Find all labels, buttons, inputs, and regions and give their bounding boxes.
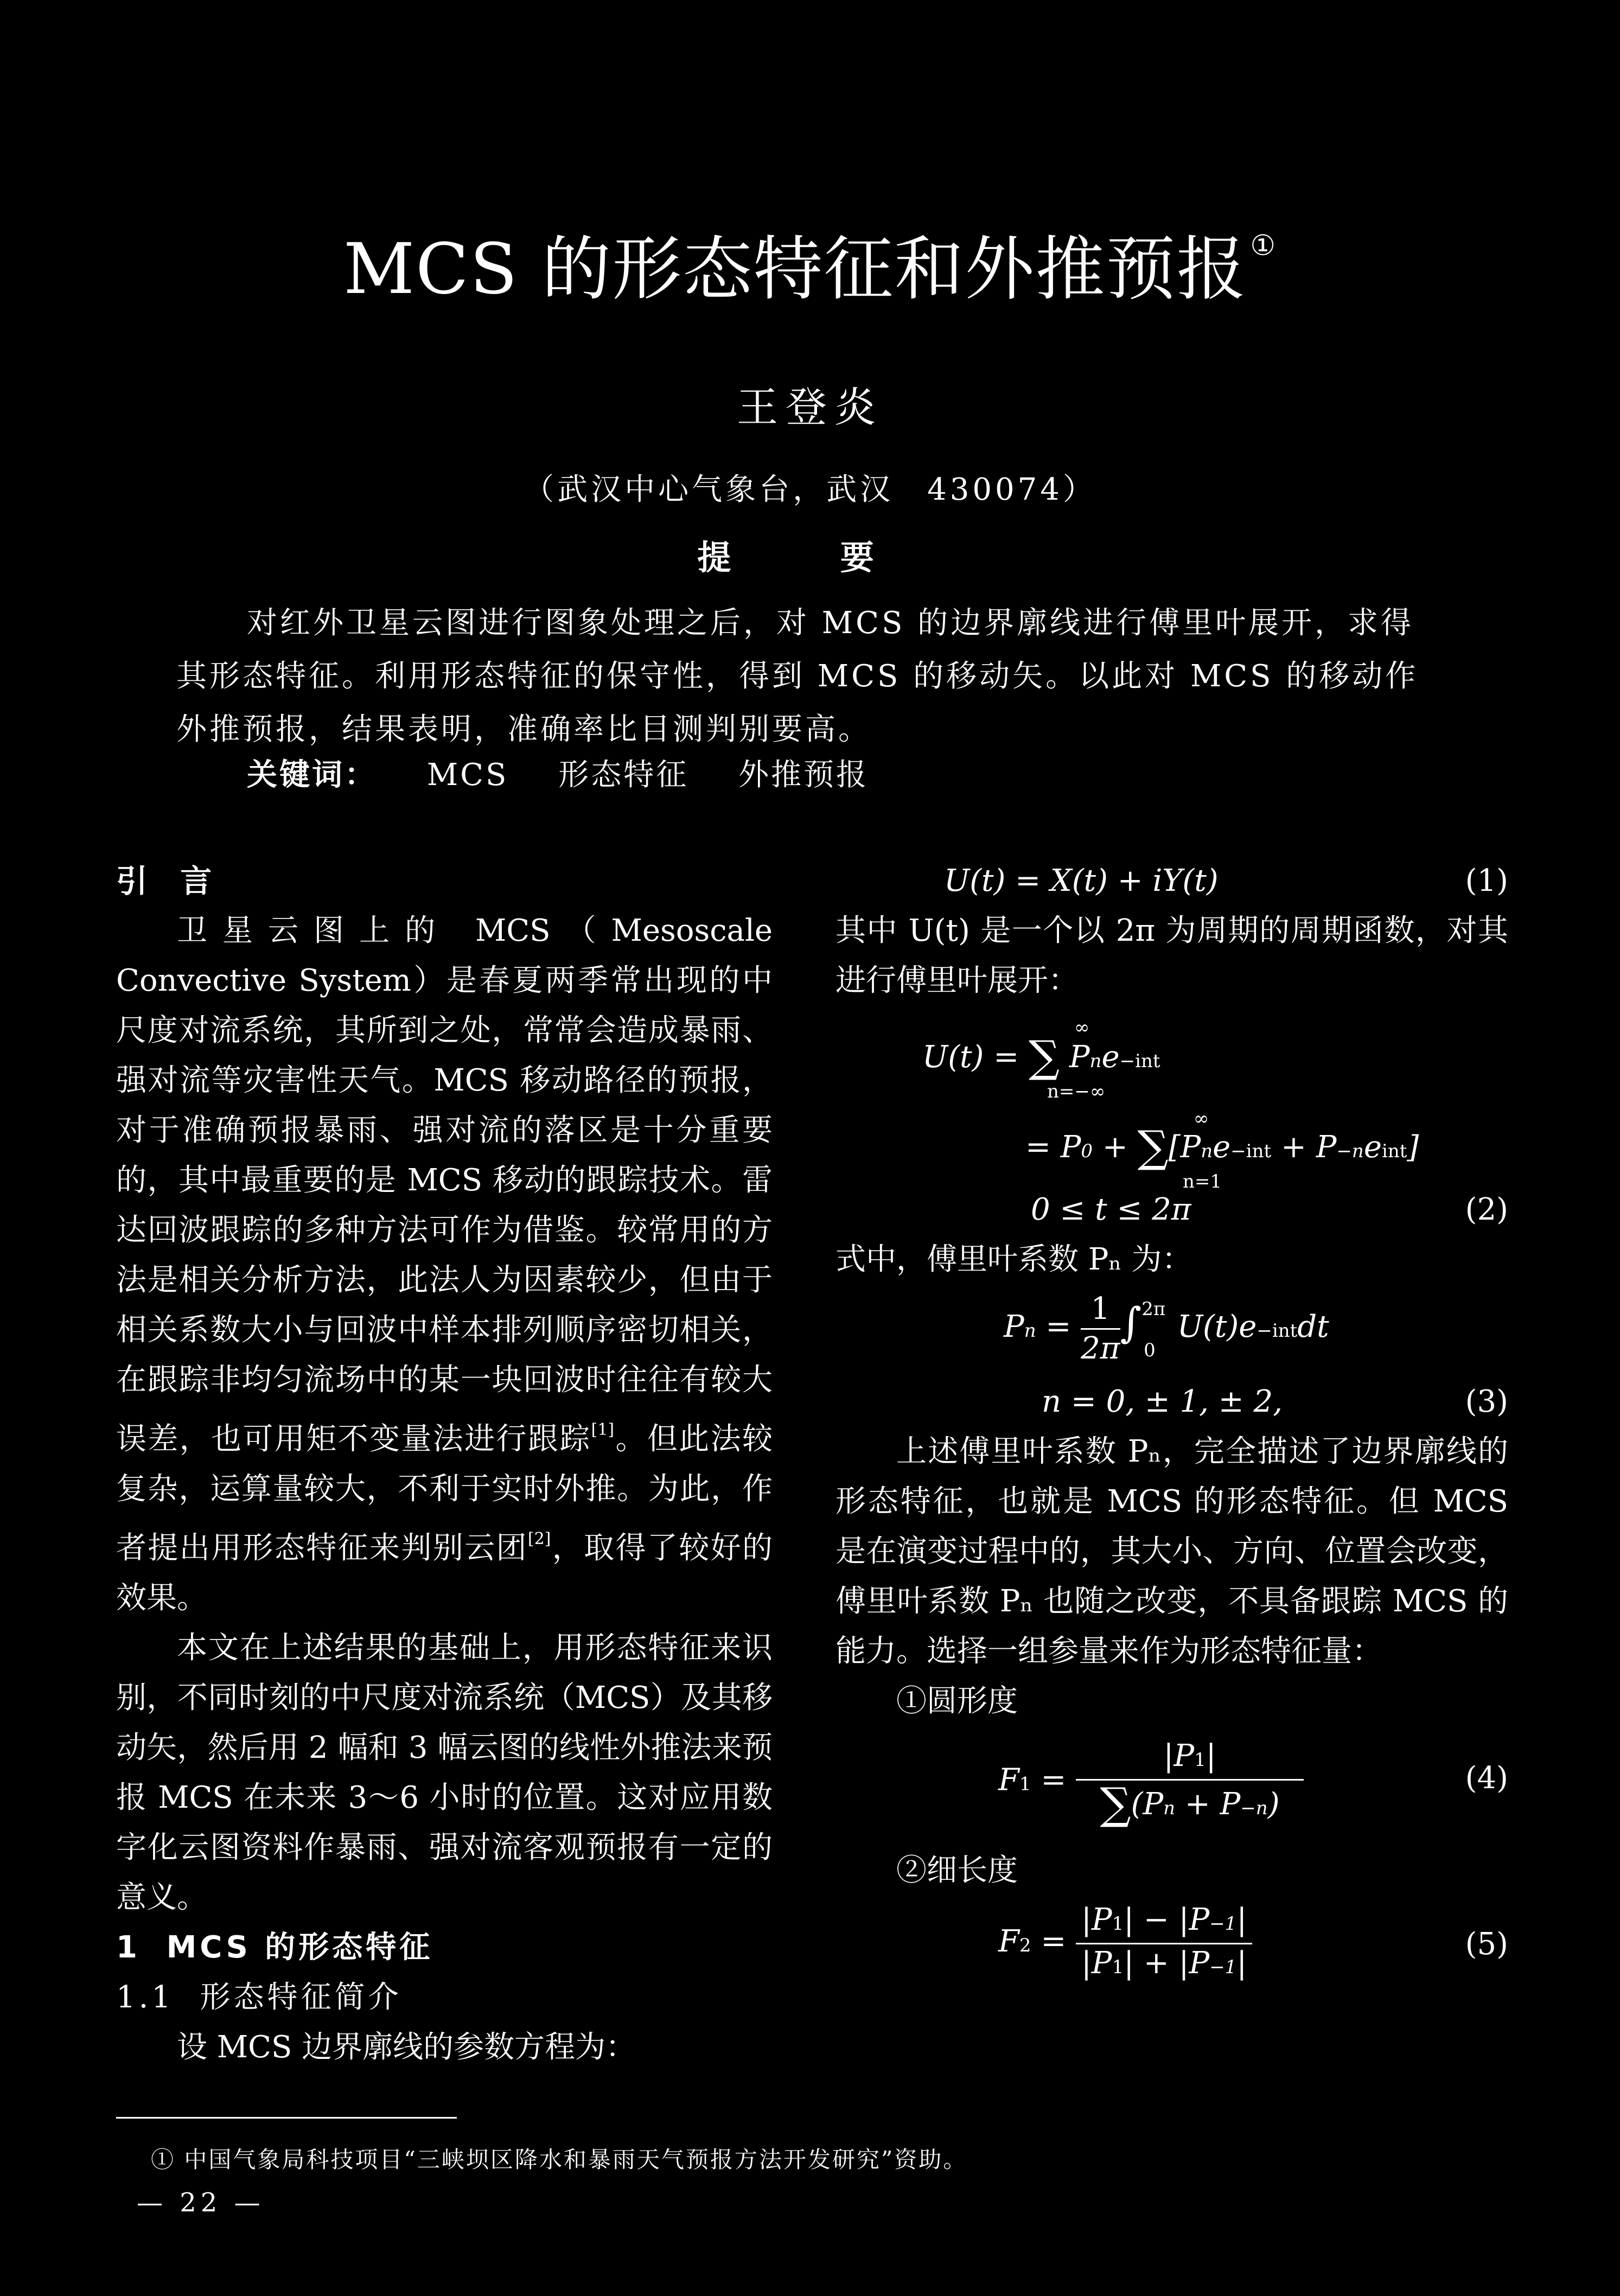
title-footnote-marker: ① (1250, 229, 1277, 262)
intro-paragraph-2: 本文在上述结果的基础上，用形态特征来识别，不同时刻的中尺度对流系统（MCS）及其移动矢，然后用 2 幅和 3 幅云图的线性外推法来预报 MCS 在未来 3～6 小时的位置。这对应用数字化云图资料作暴雨、强对流客观预报有一定的意义。 (116, 1630, 773, 1915)
equation-2-number: (2) (1465, 1192, 1508, 1227)
equation-1 (835, 856, 1508, 906)
right-paragraph-3: 上述傅里叶系数 Pₙ，完全描述了边界廓线的形态特征，也就是 MCS 的形态特征。但 MCS 是在演变过程中的，其大小、方向、位置会改变，傅里叶系数 Pₙ 也随之改变，不具备跟踪 MCS 的能力。选择一组参量来作为形态特征量： (835, 1434, 1508, 1669)
equation-5: F2 = $\frac{|P1| - |P-1|}{|P1| + |P-1|}$ (5) (998, 1902, 1508, 1981)
equation-3-formula: Pn = $\frac{1}{2\pi}$ ∫$^{2\pi}_0$U(t)e−intdt (1004, 1291, 1329, 1366)
keyword-item: 形态特征 (558, 757, 689, 793)
abstract-text: 对红外卫星云图进行图象处理之后，对 MCS 的边界廓线进行傅里叶展开，求得其形态特征。利用形态特征的保守性，得到 MCS 的移动矢。以此对 MCS 的移动作外推预报，结果表明，准确率比目测判别要高。 (176, 605, 1419, 747)
author-name: 王登炎 (737, 383, 883, 431)
abstract-heading: 提 要 (697, 538, 923, 577)
right-paragraph-1: 其中 U(t) 是一个以 2π 为周期的周期函数，对其进行傅里叶展开： (835, 913, 1508, 998)
equation-4: F1 = $\frac{|P1|}{\sum(Pn + P-n)}$ (4) (998, 1738, 1508, 1829)
equation-1-body: U(t) = X(t) + iY(t) (944, 863, 1219, 898)
section-1-heading: 1 MCS 的形态特征 (116, 1930, 433, 1965)
equation-4-number: (4) (1465, 1761, 1508, 1796)
keyword-item: MCS (426, 757, 509, 793)
equation-2-line-1: U(t) = ∑ Pne−int ∞ n=−∞ (922, 1017, 1160, 1102)
paper-title: MCS 的形态特征和外推预报 ① (343, 229, 1277, 310)
shape-parameter-2-label: ②细长度 (896, 1853, 1018, 1888)
citation-1: [1] (591, 1420, 615, 1439)
left-column (116, 856, 773, 2072)
footnote-divider (116, 2117, 457, 2119)
equation-2-range: 0 ≤ t ≤ 2π (1031, 1192, 1191, 1227)
equation-3 (835, 1377, 1508, 1427)
equation-2 (835, 1185, 1508, 1235)
section-1-1-paragraph: 设 MCS 边界廓线的参数方程为： (177, 2030, 636, 2065)
shape-parameter-1-label: ①圆形度 (896, 1683, 1018, 1719)
page-number: — 22 — (137, 2187, 265, 2218)
right-column (835, 856, 1508, 1988)
intro-heading: 引 言 (116, 863, 223, 900)
keywords-label: 关键词： (247, 757, 377, 793)
author-affiliation: （武汉中心气象台，武汉 430074） (524, 472, 1096, 507)
keyword-item: 外推预报 (738, 757, 869, 793)
equation-3-condition: n = 0, ± 1, ± 2, (1042, 1384, 1283, 1419)
equation-2-line-2: = P0 + ∑[Pne−int + P−neint] ∞ n=1 (1025, 1108, 1419, 1192)
citation-2: [2] (527, 1529, 551, 1548)
equation-5-number: (5) (1465, 1927, 1508, 1962)
right-paragraph-2: 式中，傅里叶系数 Pₙ 为： (835, 1242, 1192, 1277)
equation-3-number: (3) (1465, 1384, 1508, 1419)
equation-1-number: (1) (1465, 863, 1508, 898)
keywords-line (247, 751, 869, 794)
footnote: ① 中国气象局科技项目“三峡坝区降水和暴雨天气预报方法开发研究”资助。 (151, 2146, 968, 2173)
intro-paragraph-1: 卫星云图上的 MCS（Mesoscale Convective System）是春夏两季常出现的中尺度对流系统，其所到之处，常常会造成暴雨、强对流等灾害性天气。MCS 移动路径的预报，对于准确预报暴雨、强对流的落区是十分重要的，其中最重要的是 MCS 移动的跟踪技术。雷达回波跟踪的多种方法可作为借鉴。较常用的方法是相关分析方法，此法人为因素较少，但由于相关系数大小与回波中样本排列顺序密切相关，在跟踪非均匀流场中的某一块回波时往往有较大误差，也可用矩不变量法进行跟踪[1]。但此法较复杂，运算量较大，不利于实时外推。为此，作者提出用形态特征来判别云团[2]，取得了较好的效果。 (116, 913, 773, 1616)
section-1-1-heading: 1.1 形态特征简介 (116, 1980, 402, 2015)
